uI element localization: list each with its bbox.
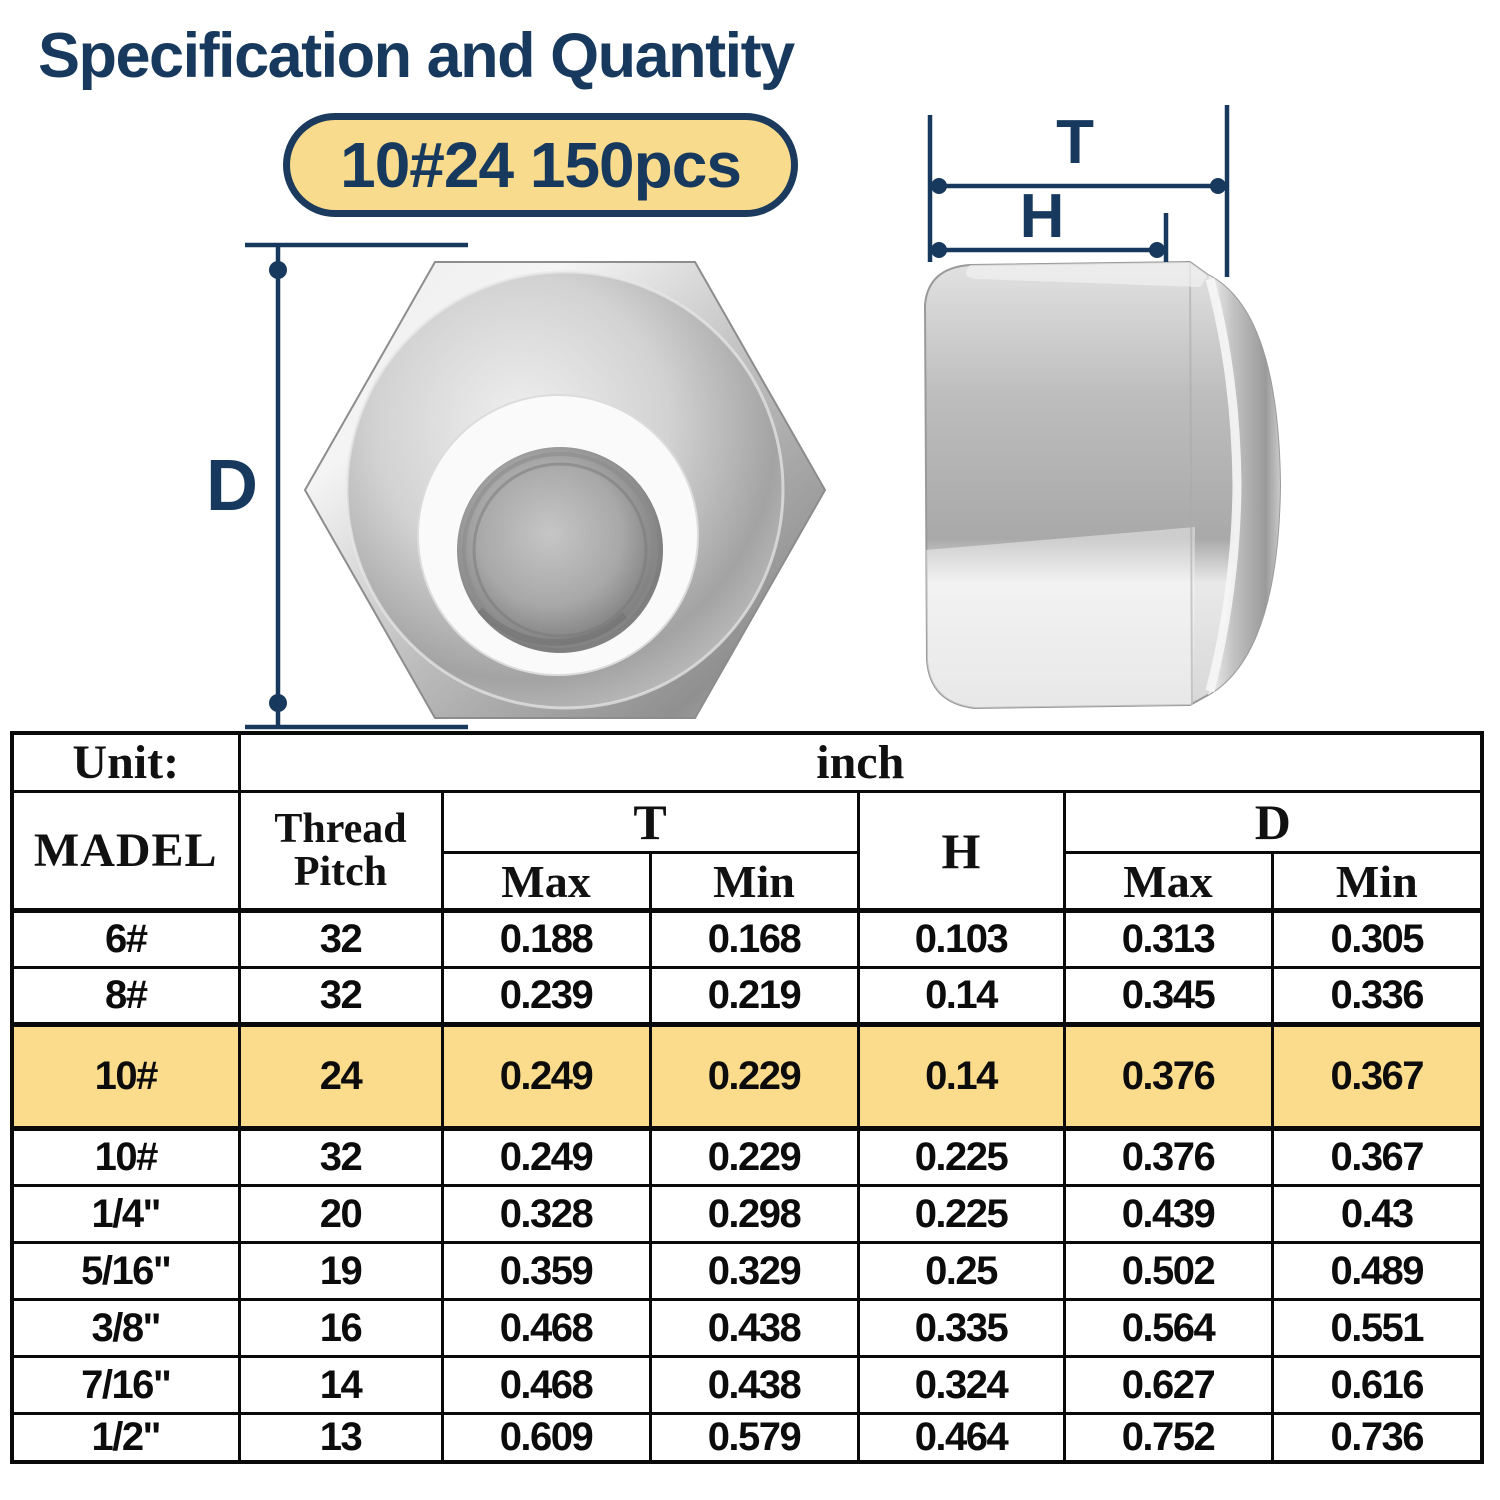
cell-t_max: 0.328 — [442, 1186, 650, 1243]
cell-model: 10# — [12, 1025, 239, 1129]
cell-t_max: 0.468 — [442, 1357, 650, 1414]
page-title: Specification and Quantity — [38, 21, 794, 91]
cell-d_max: 0.313 — [1064, 911, 1272, 968]
quantity-badge-label: 10#24 150pcs — [340, 129, 741, 201]
cell-d_max: 0.502 — [1064, 1243, 1272, 1300]
cell-pitch: 24 — [239, 1025, 442, 1129]
cell-d_min: 0.367 — [1272, 1129, 1482, 1186]
table-row — [12, 1357, 1482, 1414]
table-row — [12, 1414, 1482, 1463]
cell-d_min: 0.367 — [1272, 1025, 1482, 1129]
cell-d_min: 0.616 — [1272, 1357, 1482, 1414]
cell-t_min: 0.298 — [650, 1186, 858, 1243]
cell-d_min: 0.736 — [1272, 1414, 1482, 1463]
cell-pitch: 32 — [239, 968, 442, 1025]
unit-label-cell: Unit: — [12, 733, 239, 792]
spec-table — [10, 731, 1484, 1464]
table-row — [12, 1243, 1482, 1300]
cell-t_min: 0.219 — [650, 968, 858, 1025]
cell-h: 0.225 — [858, 1186, 1064, 1243]
cell-model: 5/16" — [12, 1243, 239, 1300]
cell-t_min: 0.229 — [650, 1025, 858, 1129]
table-row — [12, 911, 1482, 968]
cell-pitch: 14 — [239, 1357, 442, 1414]
cell-model: 1/4" — [12, 1186, 239, 1243]
dimension-label-d: D — [206, 446, 258, 526]
cell-h: 0.103 — [858, 911, 1064, 968]
cell-d_max: 0.345 — [1064, 968, 1272, 1025]
cell-t_min: 0.579 — [650, 1414, 858, 1463]
cell-t_min: 0.438 — [650, 1300, 858, 1357]
unit-value-cell: inch — [239, 733, 1482, 792]
cell-t_min: 0.229 — [650, 1129, 858, 1186]
cell-t_max: 0.609 — [442, 1414, 650, 1463]
cell-t_max: 0.249 — [442, 1025, 650, 1129]
cell-model: 10# — [12, 1129, 239, 1186]
side-view-nut-image — [890, 95, 1310, 720]
cell-d_max: 0.376 — [1064, 1025, 1272, 1129]
cell-pitch: 16 — [239, 1300, 442, 1357]
cell-t_max: 0.188 — [442, 911, 650, 968]
col-header-d-max: Max — [1064, 853, 1272, 911]
col-header-t: T — [442, 792, 858, 853]
unit-row — [12, 733, 1482, 792]
cell-h: 0.14 — [858, 1025, 1064, 1129]
spec-table-body — [12, 911, 1482, 1463]
cell-h: 0.335 — [858, 1300, 1064, 1357]
cell-h: 0.25 — [858, 1243, 1064, 1300]
table-row — [12, 1025, 1482, 1129]
hex-nut-side — [925, 262, 1280, 708]
cell-d_min: 0.551 — [1272, 1300, 1482, 1357]
cell-pitch: 19 — [239, 1243, 442, 1300]
cell-h: 0.464 — [858, 1414, 1064, 1463]
col-header-t-min: Min — [650, 853, 858, 911]
hex-nut-front — [305, 262, 825, 718]
col-header-d: D — [1064, 792, 1482, 853]
cell-t_max: 0.249 — [442, 1129, 650, 1186]
table-row — [12, 1186, 1482, 1243]
cell-h: 0.324 — [858, 1357, 1064, 1414]
cell-d_min: 0.43 — [1272, 1186, 1482, 1243]
dimension-label-h: H — [1019, 182, 1065, 251]
cell-d_max: 0.376 — [1064, 1129, 1272, 1186]
cell-d_max: 0.752 — [1064, 1414, 1272, 1463]
cell-model: 6# — [12, 911, 239, 968]
cell-t_min: 0.438 — [650, 1357, 858, 1414]
cell-t_max: 0.359 — [442, 1243, 650, 1300]
cell-pitch: 20 — [239, 1186, 442, 1243]
cell-d_min: 0.305 — [1272, 911, 1482, 968]
cell-d_max: 0.627 — [1064, 1357, 1272, 1414]
cell-d_min: 0.336 — [1272, 968, 1482, 1025]
table-row — [12, 968, 1482, 1025]
cell-model: 3/8" — [12, 1300, 239, 1357]
col-header-thread-pitch: Thread Pitch — [239, 792, 442, 911]
cell-d_max: 0.564 — [1064, 1300, 1272, 1357]
cell-t_max: 0.468 — [442, 1300, 650, 1357]
cell-pitch: 32 — [239, 911, 442, 968]
cell-pitch: 13 — [239, 1414, 442, 1463]
cell-model: 7/16" — [12, 1357, 239, 1414]
table-row — [12, 1300, 1482, 1357]
dimension-label-t: T — [1056, 108, 1094, 177]
cell-pitch: 32 — [239, 1129, 442, 1186]
cell-h: 0.14 — [858, 968, 1064, 1025]
cell-model: 1/2" — [12, 1414, 239, 1463]
table-row — [12, 1129, 1482, 1186]
cell-t_max: 0.239 — [442, 968, 650, 1025]
cell-t_min: 0.329 — [650, 1243, 858, 1300]
cell-d_min: 0.489 — [1272, 1243, 1482, 1300]
front-view-nut-image — [170, 230, 860, 740]
col-header-d-min: Min — [1272, 853, 1482, 911]
col-header-t-max: Max — [442, 853, 650, 911]
quantity-badge — [283, 113, 798, 217]
col-header-h: H — [858, 792, 1064, 911]
col-header-model: MADEL — [12, 792, 239, 911]
cell-t_min: 0.168 — [650, 911, 858, 968]
header-row-groups — [12, 792, 1482, 853]
cell-h: 0.225 — [858, 1129, 1064, 1186]
cell-d_max: 0.439 — [1064, 1186, 1272, 1243]
cell-model: 8# — [12, 968, 239, 1025]
